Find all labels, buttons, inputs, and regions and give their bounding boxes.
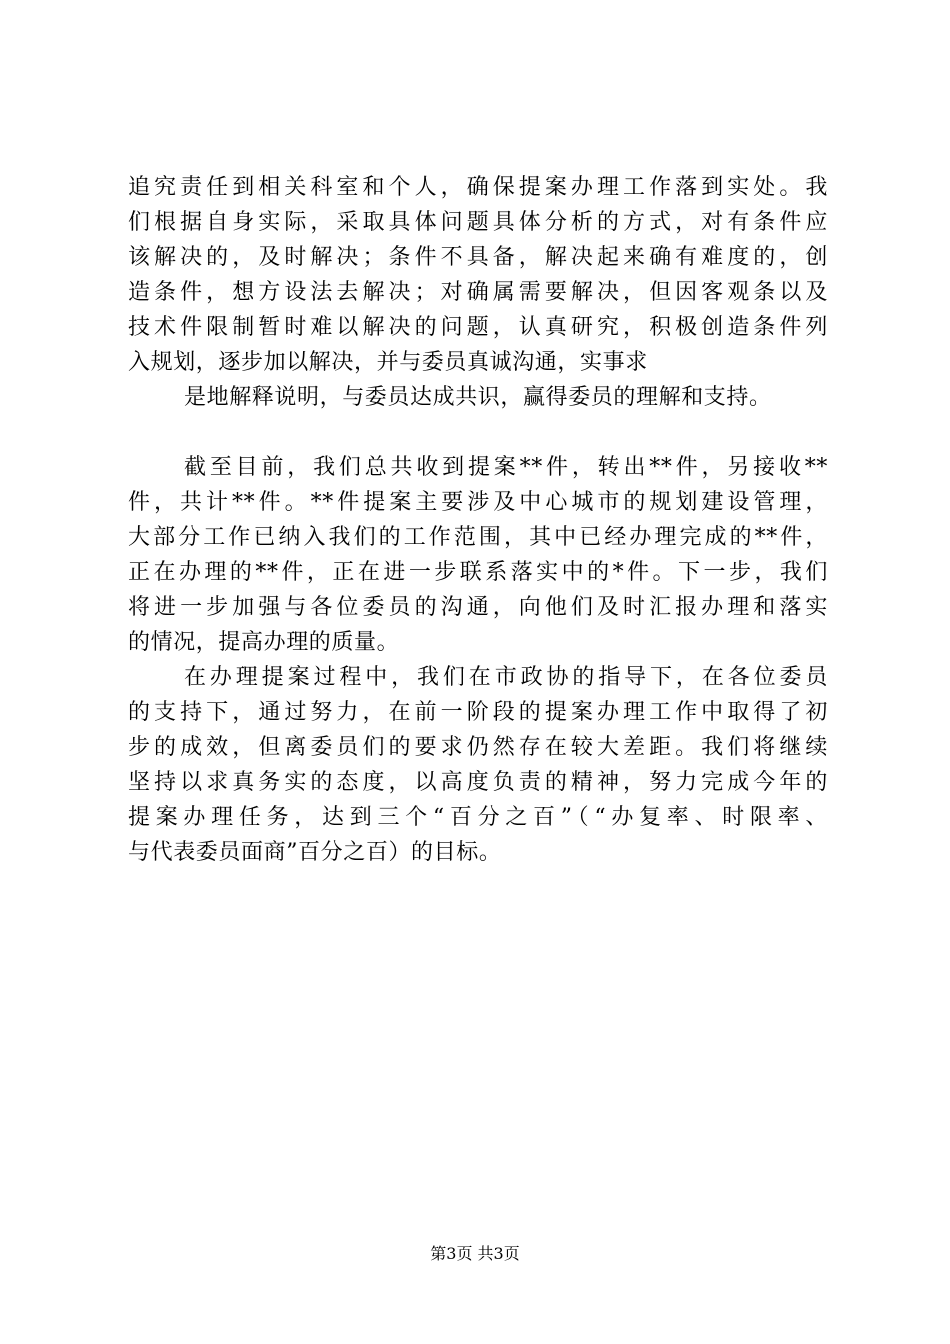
document-body (128, 170, 828, 870)
text-line: 的情况，提高办理的质量。 (128, 630, 400, 655)
text-line: 步的成效，但离委员们的要求仍然存在较大差距。我们将继续 (128, 735, 828, 760)
text-line: 们根据自身实际，采取具体问题具体分析的方式，对有条件应 (128, 210, 828, 235)
paragraph-spacer (128, 415, 828, 450)
text-line: 是地解释说明，与委员达成共识，赢得委员的理解和支持。 (184, 385, 772, 410)
text-line: 提案办理任务，达到三个“百分之百”（“办复率、时限率、 (128, 805, 828, 830)
text-line: 造条件，想方设法去解决；对确属需要解决，但因客观条以及 (128, 280, 828, 305)
text-line: 大部分工作已纳入我们的工作范围，其中已经办理完成的**件， (128, 525, 828, 550)
text-line: 件，共计**件。**件提案主要涉及中心城市的规划建设管理， (128, 490, 828, 515)
paragraph-4 (128, 660, 828, 870)
text-line: 该解决的，及时解决；条件不具备，解决起来确有难度的，创 (128, 245, 828, 270)
paragraph-2 (128, 380, 828, 415)
text-line: 在办理提案过程中，我们在市政协的指导下，在各位委员 (184, 665, 828, 690)
text-line: 截至目前，我们总共收到提案**件，转出**件，另接收** (184, 455, 828, 480)
text-line: 技术件限制暂时难以解决的问题，认真研究，积极创造条件列 (128, 315, 828, 340)
text-line: 正在办理的**件，正在进一步联系落实中的*件。下一步，我们 (128, 560, 828, 585)
page-number-footer: 第3页 共3页 (430, 1244, 520, 1263)
text-line: 的支持下，通过努力，在前一阶段的提案办理工作中取得了初 (128, 700, 828, 725)
paragraph-3 (128, 450, 828, 660)
text-line: 入规划，逐步加以解决，并与委员真诚沟通，实事求 (128, 350, 648, 375)
text-line: 将进一步加强与各位委员的沟通，向他们及时汇报办理和落实 (128, 595, 828, 620)
text-line: 坚持以求真务实的态度，以高度负责的精神，努力完成今年的 (128, 770, 828, 795)
text-line: 与代表委员面商”百分之百）的目标。 (128, 840, 502, 865)
text-line: 追究责任到相关科室和个人，确保提案办理工作落到实处。我 (128, 175, 828, 200)
paragraph-1 (128, 170, 828, 380)
